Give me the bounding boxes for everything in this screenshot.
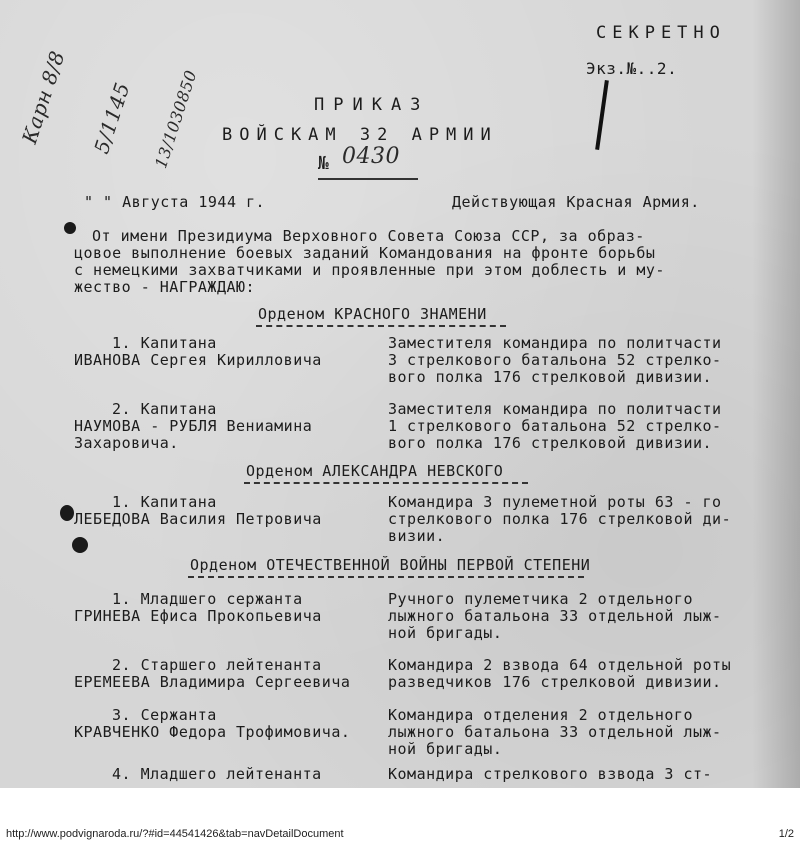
heading-underline [256, 325, 506, 327]
order-number: 0430 [342, 144, 400, 169]
heading-underline [244, 482, 528, 484]
award-position: визии. [388, 527, 446, 545]
award-position: Командира стрелкового взвода 3 ст- [388, 765, 713, 783]
scan-edge-shadow [752, 0, 800, 788]
ink-blot [60, 505, 74, 521]
order-subtitle: ВОЙСКАМ 32 АРМИИ [222, 125, 498, 145]
award-name: ЛЕБЕДОВА Василия Петровича [74, 510, 322, 528]
margin-note-2: 5/1145 [89, 79, 135, 157]
award-position: Заместителя командира по политчасти [388, 400, 722, 418]
page-counter: 1/2 [778, 828, 794, 840]
award-position: ной бригады. [388, 624, 503, 642]
award-position: 1 стрелкового батальона 52 стрелко- [388, 417, 722, 435]
margin-note-3: 13/1030850 [151, 67, 201, 171]
award-name: НАУМОВА - РУБЛЯ Вениамина [74, 417, 313, 435]
margin-note-1: Карн 8/8 [17, 47, 70, 147]
award-position: 3 стрелкового батальона 52 стрелко- [388, 351, 722, 369]
award-position: вого полка 176 стрелковой дивизии. [388, 368, 713, 386]
award-name: Захаровича. [74, 434, 179, 452]
award-position: вого полка 176 стрелковой дивизии. [388, 434, 713, 452]
award-position: ной бригады. [388, 740, 503, 758]
award-position: Ручного пулеметчика 2 отдельного [388, 590, 693, 608]
award-position: Командира 2 взвода 64 отдельной роты [388, 656, 732, 674]
award-rank: 4. Младшего лейтенанта [112, 765, 322, 783]
date-line: " " Августа 1944 г. [84, 193, 266, 211]
pen-mark [595, 80, 609, 150]
award-position: Заместителя командира по политчасти [388, 334, 722, 352]
award-rank: 1. Капитана [112, 493, 217, 511]
preamble-line: жество - НАГРАЖДАЮ: [74, 278, 256, 296]
award-position: Командира 3 пулеметной роты 63 - го [388, 493, 722, 511]
heading-underline [188, 576, 584, 578]
section-heading: Орденом ОТЕЧЕСТВЕННОЙ ВОЙНЫ ПЕРВОЙ СТЕПЕНИ [190, 556, 591, 574]
order-title: ПРИКАЗ [314, 95, 430, 115]
copy-number: Экз.№..2. [586, 59, 678, 78]
section-heading: Орденом КРАСНОГО ЗНАМЕНИ [258, 305, 487, 323]
award-position: разведчиков 176 стрелковой дивизии. [388, 673, 722, 691]
award-rank: 1. Капитана [112, 334, 217, 352]
source-url-link[interactable]: http://www.podvignaroda.ru/?#id=44541426&tab=navDetailDocument [6, 828, 344, 840]
award-name: ЕРЕМЕЕВА Владимира Сергеевича [74, 673, 351, 691]
order-number-prefix: № [318, 153, 330, 174]
preamble-line: От имени Президиума Верховного Совета Союза ССР, за образ- [92, 227, 645, 245]
award-name: КРАВЧЕНКО Федора Трофимовича. [74, 723, 351, 741]
place-line: Действующая Красная Армия. [452, 193, 700, 211]
award-rank: 2. Капитана [112, 400, 217, 418]
number-underline [318, 178, 418, 180]
award-position: лыжного батальона 33 отдельной лыж- [388, 723, 722, 741]
award-position: Командира отделения 2 отдельного [388, 706, 693, 724]
ink-blot [64, 222, 76, 234]
award-position: стрелкового полка 176 стрелковой ди- [388, 510, 732, 528]
award-rank: 2. Старшего лейтенанта [112, 656, 322, 674]
ink-blot [72, 537, 88, 553]
secret-stamp: СЕКРЕТНО [596, 23, 726, 43]
preamble-line: цовое выполнение боевых заданий Командования на фронте борьбы [74, 244, 656, 262]
preamble-line: с немецкими захватчиками и проявленные при этом доблесть и му- [74, 261, 665, 279]
section-heading: Орденом АЛЕКСАНДРА НЕВСКОГО [246, 462, 504, 480]
award-position: лыжного батальона 33 отдельной лыж- [388, 607, 722, 625]
award-rank: 3. Сержанта [112, 706, 217, 724]
award-rank: 1. Младшего сержанта [112, 590, 303, 608]
award-name: ГРИНЕВА Ефиса Прокопьевича [74, 607, 322, 625]
award-name: ИВАНОВА Сергея Кирилловича [74, 351, 322, 369]
